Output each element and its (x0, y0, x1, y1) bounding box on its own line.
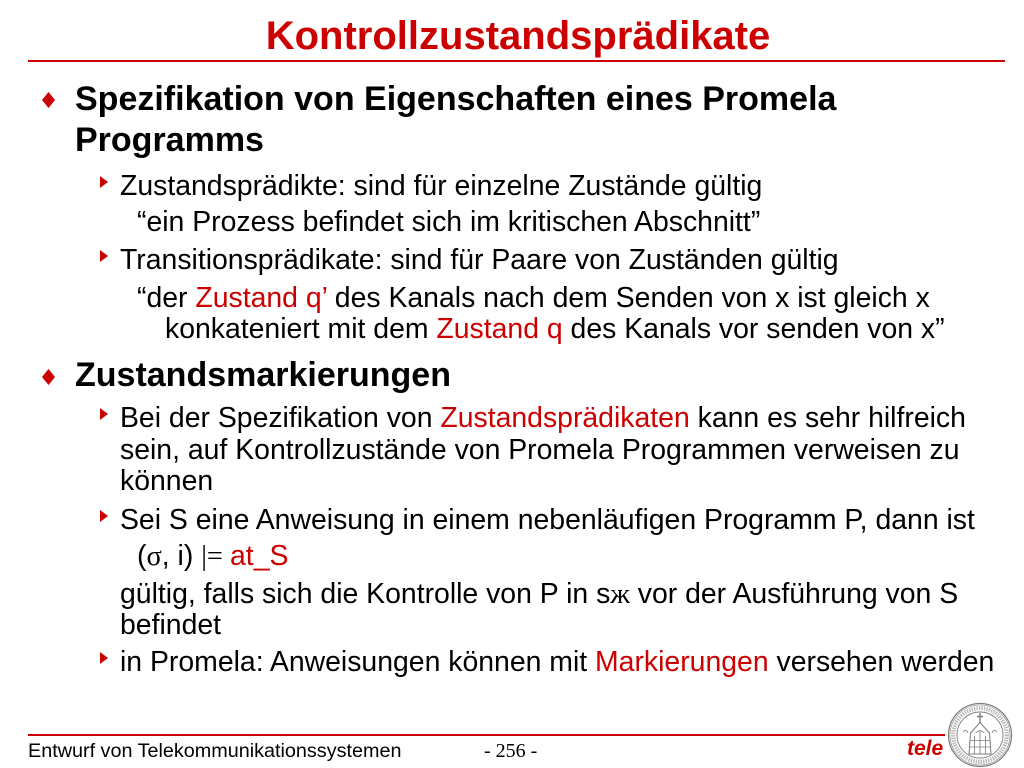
highlighted-term: Markierungen (595, 646, 769, 678)
text-segment: Zustandsprädikte: sind für einzelne Zustände gültig (120, 170, 763, 202)
text-segment: Bei der Spezifikation von (120, 402, 441, 434)
text-segment: des Kanals vor senden von x” (562, 313, 945, 345)
title-divider (28, 60, 1005, 62)
point-detail-line (165, 315, 945, 343)
text-segment: versehen werden (768, 646, 995, 678)
text-segment: ( (137, 540, 147, 572)
highlighted-term: Zustand q’ (195, 282, 327, 314)
triangle-right-icon (100, 250, 108, 262)
math-symbol: ж (610, 579, 630, 610)
math-symbol: σ (146, 541, 162, 572)
text-segment: “der (137, 282, 196, 314)
text-segment: Sei S eine Anweisung in einem nebenläufigen Programm P, dann ist (120, 504, 975, 536)
text-segment: gültig, falls sich die Kontrolle von P in s (120, 578, 611, 610)
diamond-icon (42, 92, 55, 108)
text-segment: “ein Prozess befindet sich im kritischen Abschnitt” (137, 206, 761, 238)
math-symbol: |= (201, 541, 231, 572)
text-segment: vor der Ausführung von S (629, 578, 959, 610)
point-text-line (120, 611, 221, 639)
text-segment: in Promela: Anweisungen können mit (120, 646, 596, 678)
section-heading-line: Spezifikation von Eigenschaften eines Promela (75, 80, 837, 118)
text-segment: befindet (120, 609, 222, 641)
point-detail-line (137, 208, 760, 236)
point-text-line (120, 580, 958, 609)
slide-title: Kontrollzustandsprädikate (265, 14, 771, 58)
text-segment: sein, auf Kontrollzustände von Promela Programmen verweisen zu (120, 434, 960, 466)
triangle-right-icon (100, 176, 108, 188)
point-text-line (120, 172, 762, 200)
text-segment: , i) (161, 540, 202, 572)
point-text-line (120, 467, 213, 495)
point-text-line (120, 246, 839, 274)
triangle-right-icon (100, 408, 108, 420)
text-segment: des Kanals nach dem Senden von x ist gleich x (326, 282, 930, 314)
section-heading-line: Zustandsmarkierungen (75, 356, 451, 394)
formula-line (137, 542, 288, 571)
point-text-line (120, 506, 975, 534)
text-segment: konkateniert mit dem (165, 313, 437, 345)
point-text-line (120, 436, 960, 464)
section-heading-line: Programms (75, 121, 264, 159)
point-detail-line (137, 284, 930, 312)
page-number: - 256 - (484, 740, 538, 762)
highlighted-term: Zustand q (436, 313, 563, 345)
footer-divider (28, 734, 945, 736)
tele-logo-text: tele (907, 737, 944, 760)
point-text-line (120, 648, 994, 676)
highlighted-term: Zustandsprädikaten (440, 402, 690, 434)
point-text-line (120, 404, 966, 432)
diamond-icon (42, 369, 55, 385)
triangle-right-icon (100, 652, 108, 664)
text-segment: kann es sehr hilfreich (689, 402, 966, 434)
text-segment: Transitionsprädikate: sind für Paare von Zuständen gültig (120, 244, 839, 276)
triangle-right-icon (100, 510, 108, 522)
highlighted-term: at_S (230, 540, 289, 572)
footer-course-title: Entwurf von Telekommunikationssystemen (28, 740, 402, 762)
text-segment: können (120, 465, 214, 497)
university-seal-icon (946, 702, 1014, 768)
